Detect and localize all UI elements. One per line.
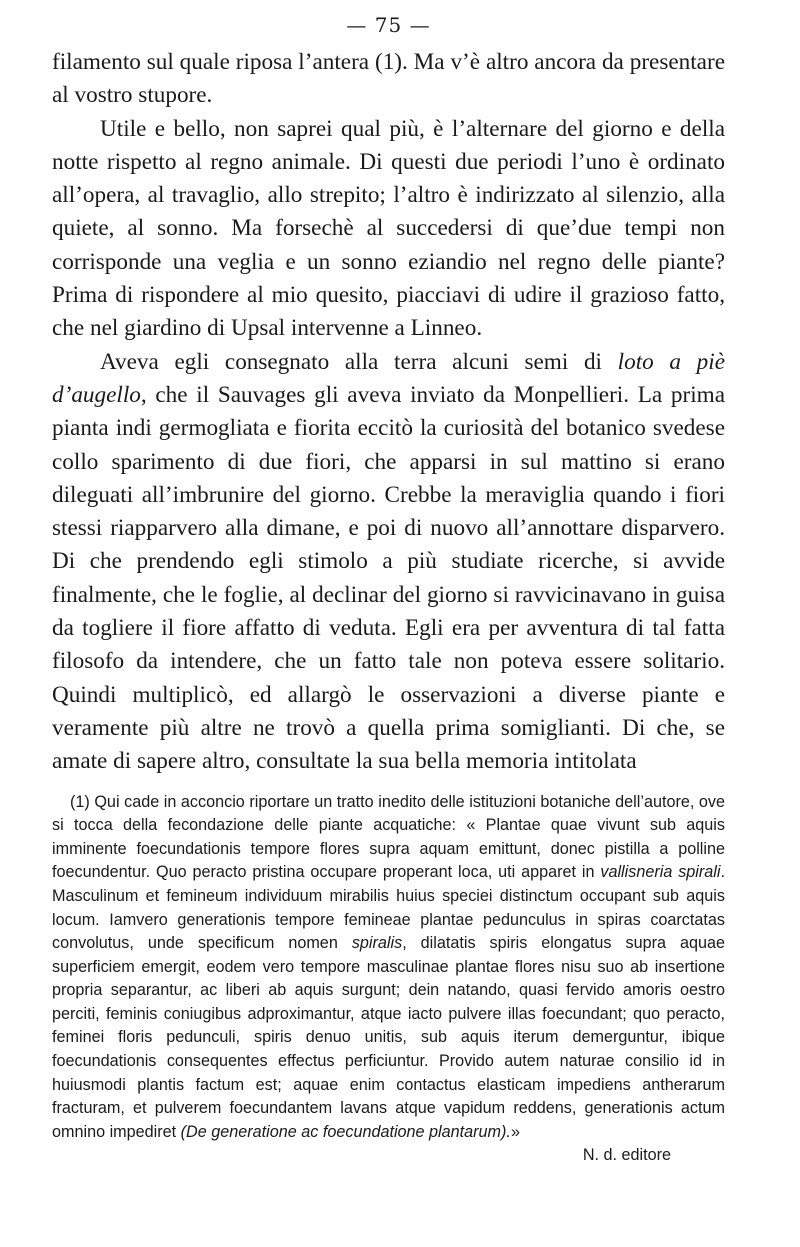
paragraph-1: filamento sul quale riposa l’antera (1). Ma v’è altro ancora da presentare al vostro stupore.: [52, 49, 725, 109]
footnote-italic-2: spiralis: [351, 934, 403, 953]
paragraph-3-text-a: Aveva egli consegnato alla terra alcuni semi di: [100, 348, 618, 375]
footnote-text-a: (1) Qui cade in acconcio riportare un tratto inedito delle istituzioni botaniche dell’autore, ove si tocca della fecondazione delle piante acquatiche: « Plantae quae vivunt sub aquis imminente foecundationis tempore flores supra aquam emittunt, donec pistilla a polline foecundentur. Quo peracto pristina occupare properant loca, uti apparet in: [52, 792, 725, 882]
paragraph-3: [52, 346, 725, 779]
paragraph-2: Utile e bello, non saprei qual più, è l’alternare del giorno e della notte rispetto al regno animale. Di questi due periodi l’uno è ordinato all’opera, al travaglio, allo strepito; l’altro è indirizzato al silenzio, alla quiete, al sonno. Ma forsechè al succedersi di que’due tempi non corrisponde una veglia e un sonno eziandio nel regno delle piante? Prima di rispondere al mio quesito, piacciavi di udire il grazioso fatto, che nel giardino di Upsal intervenne a Linneo.: [52, 115, 725, 342]
page-number: — 75 —: [346, 13, 431, 37]
footnote-text-d: »: [510, 1122, 520, 1141]
footnote-text-b: . Masculinum et femineum individuum mirabilis huius speciei distinctum occupant sub aquis locum. Iamvero generationis tempore femineae plantae pedunculus in spiras coarctatas convolutus, unde specificum nomen: [52, 863, 725, 953]
plant-name-italic: loto a piè d’augello: [52, 348, 726, 408]
paragraph-3-text-b: , che il Sauvages gli aveva inviato da Monpellieri. La prima pianta indi germogliata e fiorita eccitò la curiosità del botanico svedese collo sparimento di due fiori, che apparsi in sul mattino si erano dileguati all’imbrunire del giorno. Crebbe la meraviglia quando i fiori stessi riapparvero alla dimane, e poi di nuovo all’annottare disparvero. Di che prendendo egli stimolo a più studiate ricerche, si avvide finalmente, che le foglie, al declinar del giorno si ravvicinavano in guisa da togliere il fiore affatto di veduta. Egli era per avventura di tal fatta filosofo da intendere, che un fatto tale non poteva essere solitario. Quindi multiplicò, ed allargò le osservazioni a diverse piante e veramente più altre ne trovò a quella prima somiglianti. Di che, se amate di sapere altro, consultate la sua bella memoria intitolata: [52, 381, 725, 775]
main-text: [52, 46, 725, 779]
footnote: [52, 791, 725, 1169]
footnote-signature: N. d. editore: [582, 1146, 671, 1165]
footnote-italic-1: vallisneria spirali: [600, 863, 721, 882]
footnote-italic-3: (De generatione ac foecundatione plantarum).: [180, 1122, 511, 1141]
footnote-text: [52, 791, 725, 1145]
footnote-text-c: , dilatatis spiris elongatus supra aquae superficiem emergit, eodem vero tempore masculinae plantae flores nisu suo ab insertione propria separantur, ac liberi ab aquis surgunt; dein natando, quasi fervido amoris oestro perciti, feminis coniugibus adproximantur, atque iacto pulvere illas foecundant; quo peracto, feminei floris pedunculi, spiris denuo unitis, sub aquis iterum demerguntur, ibique foecundationis consequentes effectus perficiuntur. Provido autem naturae consilio id in huiusmodi plantis factum est; aquae enim contactus elasticam impediens antherarum fracturam, et pulverem foecundantem lavans atque vapidum reddens, generationis actum omnino impediret: [52, 934, 725, 1141]
